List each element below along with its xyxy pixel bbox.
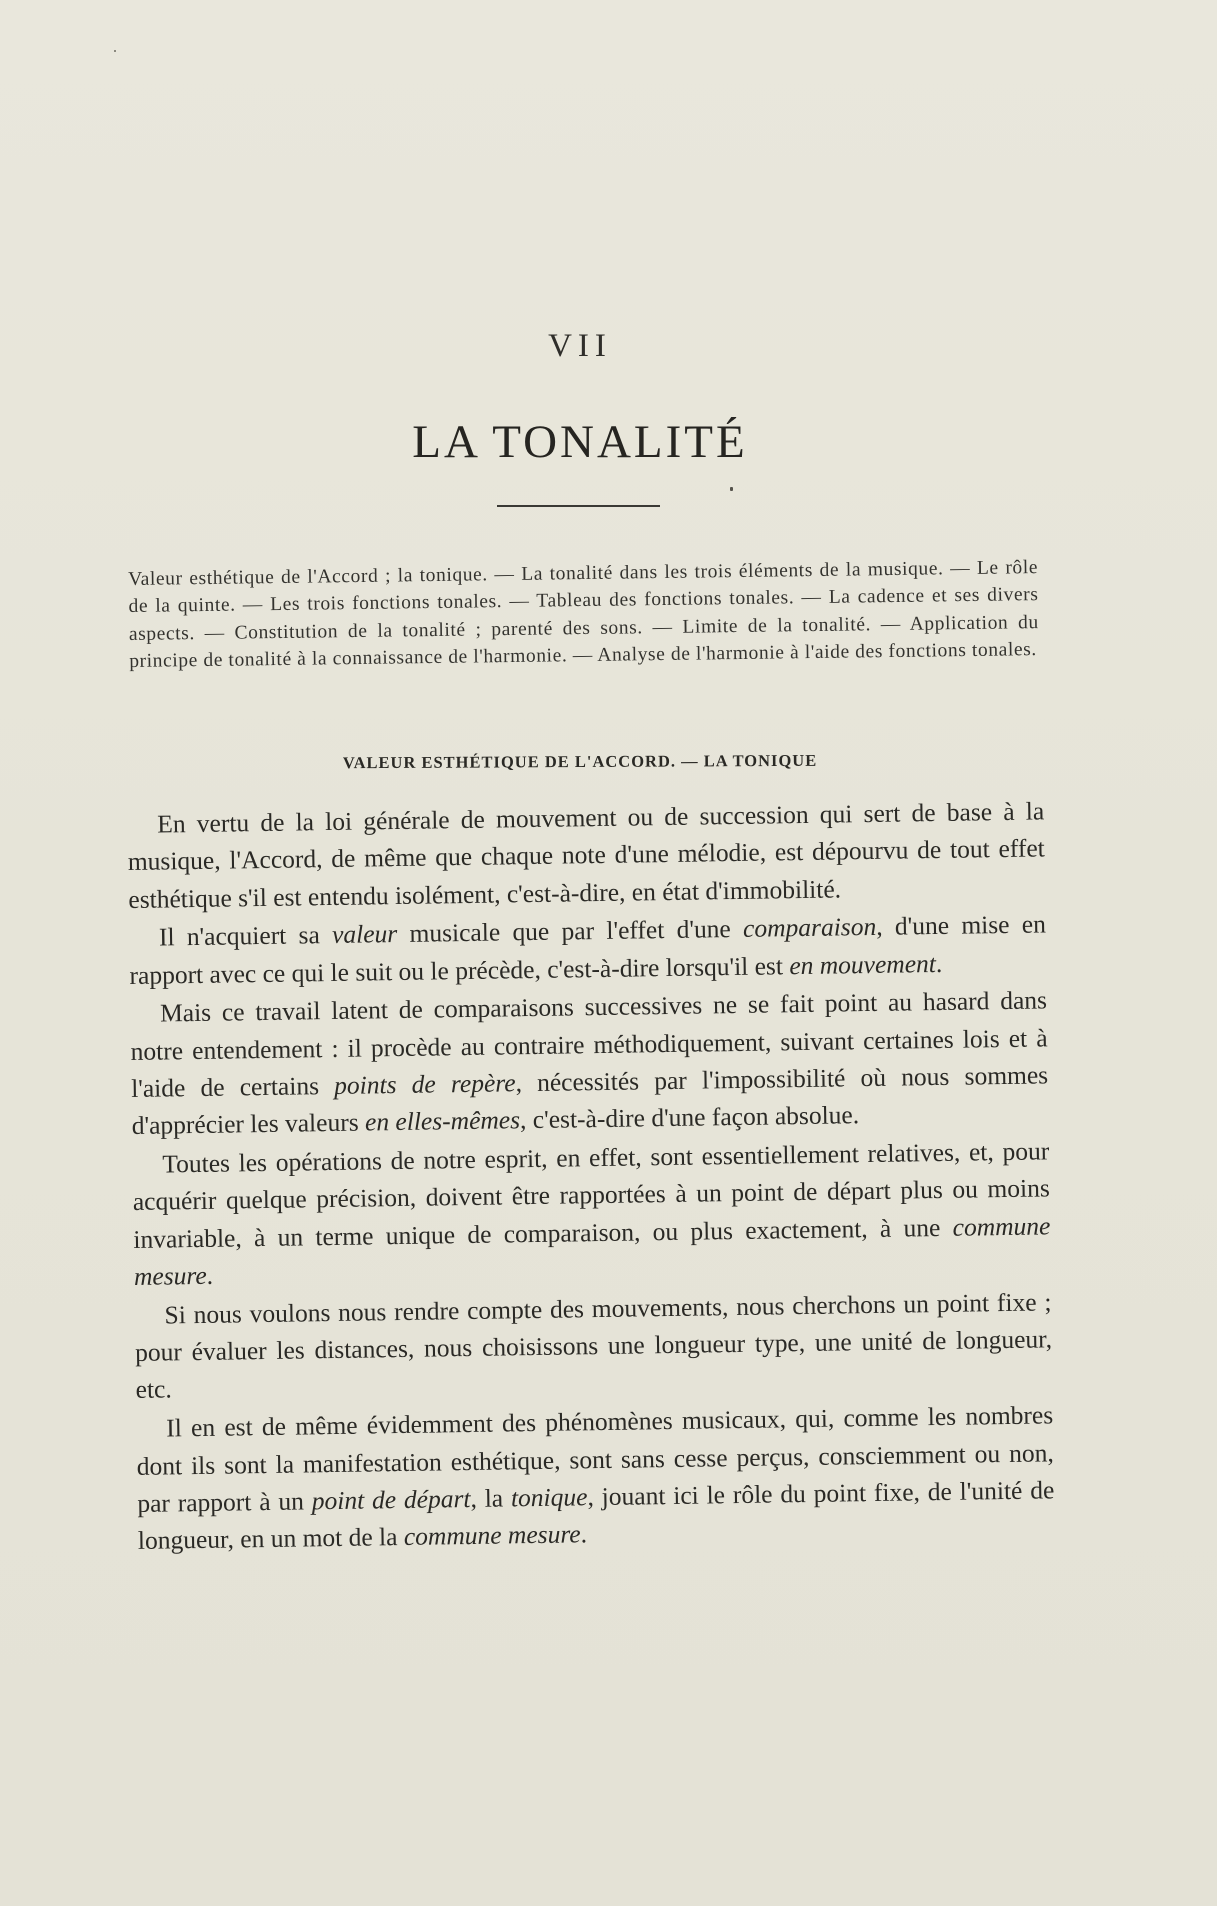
paragraph-3	[130, 982, 1049, 1145]
paragraph-6-part-4: .	[580, 1519, 588, 1549]
paragraph-4-part-2: .	[206, 1260, 214, 1290]
paragraph-4-part-1: Toutes les opérations de notre esprit, en effet, sont essentiellement relatives, et, pour acquérir quelque précision, doivent être rapportées à un point de départ plus ou moins invariable, à un terme unique de comparaison, ou plus exactement, à une	[132, 1136, 1050, 1254]
chapter-number: VII	[548, 328, 612, 364]
paragraph-6-part-3: , jouant ici le rôle du point fixe, de l'unité de longueur, en un mot de la	[137, 1475, 1055, 1556]
paragraph-2-italic-1: valeur	[331, 919, 398, 950]
paragraph-4	[132, 1133, 1051, 1296]
paragraph-6-italic-2: tonique	[510, 1482, 588, 1513]
paragraph-2-italic-3: en mouvement	[789, 948, 937, 980]
chapter-summary: Valeur esthétique de l'Accord ; la tonique. — La tonalité dans les trois éléments de la musique. — Le rôle de la quinte. — Les trois fonctions tonales. — Tableau des fonctions tonales. — La cadence et ses divers aspects. — Constitution de la tonalité ; parenté des sons. — Limite de la tonalité. — Application du principe de tonalité à la connaissance de l'harmonie. — Analyse de l'harmonie à l'aide des fonctions tonales.	[128, 557, 1039, 673]
section-heading: VALEUR ESTHÉTIQUE DE L'ACCORD. — LA TONIQUE	[342, 750, 818, 773]
paragraph-6-italic-3: commune mesure	[403, 1519, 581, 1552]
paragraph-6-italic-1: point de départ	[311, 1483, 471, 1516]
paragraph-2-italic-2: comparaison	[742, 912, 877, 944]
chapter-title: LA TONALITÉ	[412, 416, 748, 468]
paragraph-6	[136, 1397, 1055, 1560]
paragraph-6-part-2: , la	[470, 1483, 512, 1513]
body-text	[127, 792, 1055, 1560]
title-rule	[497, 505, 660, 507]
paragraph-2	[129, 906, 1047, 994]
paragraph-2-part-3: , d'une mise en rapport avec ce qui le suit ou le précède, c'est-à-dire lorsqu'il est	[129, 909, 1047, 990]
paragraph-4-italic-1: commune mesure	[133, 1211, 1051, 1292]
paragraph-1-text: En vertu de la loi générale de mouvement ou de succession qui sert de base à la musique, l'Accord, de même que chaque note d'une mélodie, est dépourvu de tout effet esthétique s'il est entendu isolément, c'est-à-dire, en état d'immobilité.	[127, 796, 1045, 914]
paragraph-3-italic-1: points de repère	[333, 1068, 516, 1101]
page-speck	[114, 50, 116, 52]
paragraph-2-part-4: .	[935, 948, 943, 978]
paragraph-6-part-1: Il en est de même évidemment des phénomènes musicaux, qui, comme les nombres dont ils sont la manifestation esthétique, sont sans cesse perçus, consciemment ou non, par rapport à un	[136, 1400, 1054, 1518]
paragraph-3-part-3: , c'est-à-dire d'une façon absolue.	[519, 1100, 860, 1135]
paragraph-1	[127, 792, 1046, 917]
paragraph-5-text: Si nous voulons nous rendre compte des mouvements, nous cherchons un point fixe ; pour évaluer les distances, nous choisissons une longueur type, une unité de longueur, etc.	[134, 1287, 1053, 1405]
paragraph-3-italic-2: en elles-mêmes	[364, 1105, 521, 1137]
paragraph-3-part-1: Mais ce travail latent de comparaisons successives ne se fait point au hasard dans notre entendement : il procède au contraire méthodiquement, suivant certaines lois et à l'aide de certains	[130, 985, 1048, 1104]
paragraph-2-part-1: Il n'acquiert sa	[158, 920, 333, 952]
paragraph-3-part-2: , nécessités par l'impossibilité où nous sommes d'apprécier les valeurs	[131, 1060, 1049, 1141]
paragraph-5	[134, 1283, 1053, 1408]
ink-speck	[730, 487, 733, 491]
paragraph-2-part-2: musicale que par l'effet d'une	[397, 914, 744, 949]
